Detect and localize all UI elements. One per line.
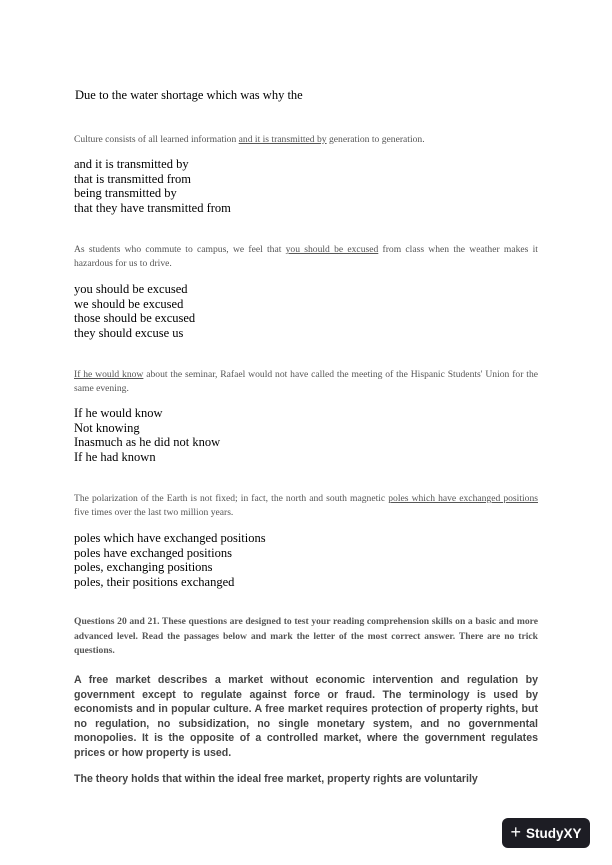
answer-options bbox=[74, 531, 266, 589]
passage-paragraph: A free market describes a market without economic intervention and regulation by government except to regulate against force or fraud. The terminology is used by economists and in popular culture. A free market requires protection of property rights, but no regulation, no subsidization, no single monetary system, and no governmental monopolies. It is the opposite of a controlled market, where the government regulates prices or how property is used. bbox=[74, 674, 538, 759]
option: If he would know bbox=[74, 406, 163, 420]
option: and it is transmitted by bbox=[74, 157, 189, 171]
underlined-phrase: If he would know bbox=[74, 369, 144, 380]
lead-line: Due to the water shortage which was why the bbox=[75, 88, 303, 102]
section-instructions: Questions 20 and 21. These questions are designed to test your reading comprehension skills on a basic and more advanced level. Read the passages below and mark the letter of the most correct answer. There are no trick questions. bbox=[74, 616, 538, 656]
badge-label: StudyXY bbox=[526, 825, 582, 841]
option: poles, their positions exchanged bbox=[74, 574, 235, 589]
option: Inasmuch as he did not know bbox=[74, 435, 221, 449]
plus-icon: + bbox=[510, 822, 521, 842]
option: we should be excused bbox=[74, 296, 184, 311]
question-sentence: As students who commute to campus, we feel that you should be excused from class when the weather makes it hazardous for us to drive. bbox=[74, 244, 538, 269]
option: poles have exchanged positions bbox=[74, 545, 232, 560]
option: those should be excused bbox=[74, 311, 196, 325]
underlined-phrase: and it is transmitted by bbox=[238, 134, 327, 145]
answer-options bbox=[74, 157, 231, 215]
option: that is transmitted from bbox=[74, 171, 191, 186]
option: If he had known bbox=[74, 449, 156, 464]
underlined-phrase: you should be excused bbox=[285, 244, 379, 255]
option: poles which have exchanged positions bbox=[74, 531, 266, 545]
underlined-phrase: poles which have exchanged positions bbox=[388, 493, 538, 504]
answer-options bbox=[74, 406, 220, 464]
option: you should be excused bbox=[74, 282, 188, 296]
option: being transmitted by bbox=[74, 186, 177, 200]
question-sentence: Culture consists of all learned information and it is transmitted by generation to generation. bbox=[74, 134, 425, 145]
question-sentence: If he would know about the seminar, Rafael would not have called the meeting of the Hispanic Students' Union for the same evening. bbox=[74, 369, 538, 394]
passage-paragraph: The theory holds that within the ideal free market, property rights are voluntarily bbox=[74, 773, 478, 785]
studyxy-badge[interactable] bbox=[502, 818, 590, 848]
option: Not knowing bbox=[74, 420, 140, 435]
option: that they have transmitted from bbox=[74, 200, 231, 215]
option: poles, exchanging positions bbox=[74, 560, 213, 574]
option: they should excuse us bbox=[74, 325, 184, 340]
question-sentence: The polarization of the Earth is not fixed; in fact, the north and south magnetic poles which have exchanged positions five times over the last two million years. bbox=[74, 493, 538, 518]
answer-options bbox=[74, 282, 195, 340]
